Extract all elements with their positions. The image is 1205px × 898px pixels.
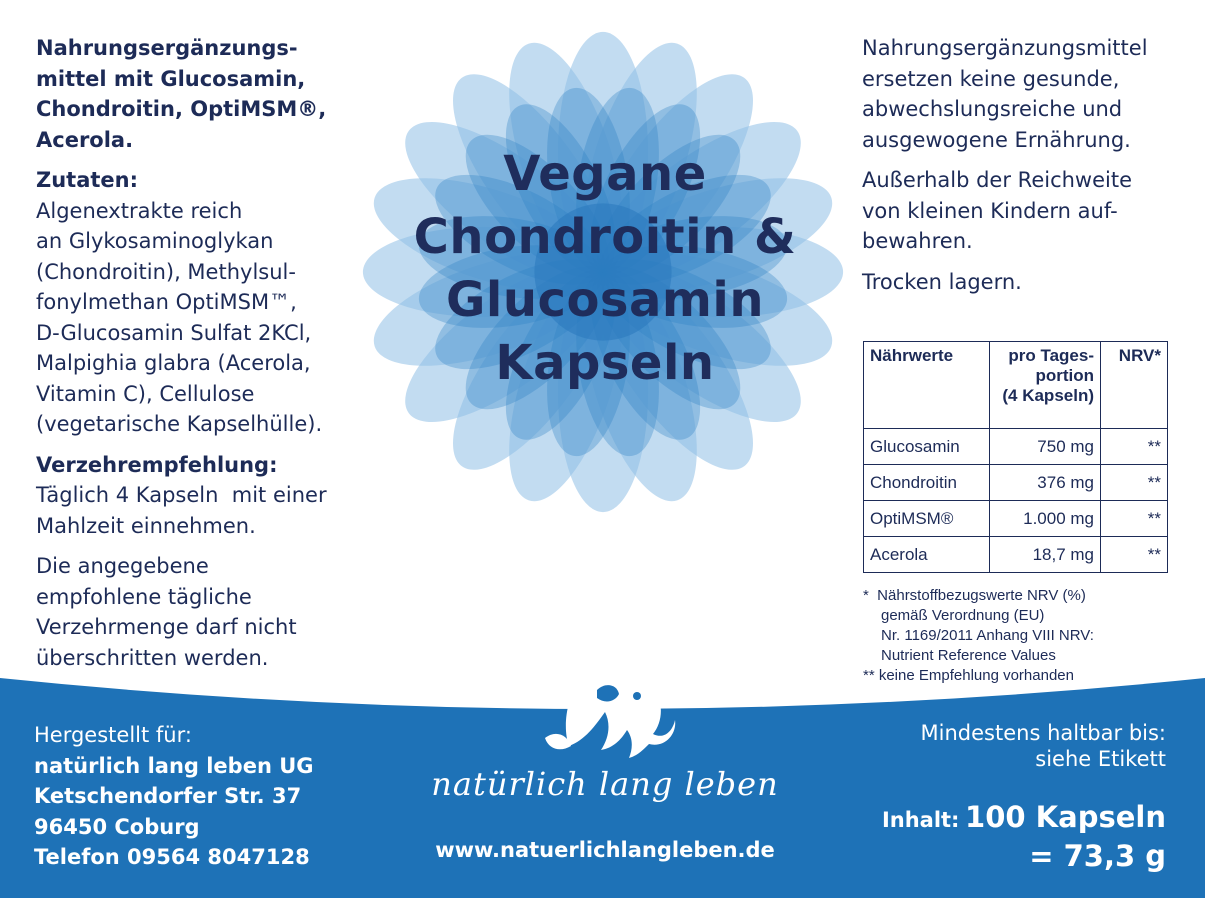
ingredients-line: Malpighia glabra (Acerola, [36,351,311,375]
package-contents [860,800,1166,873]
warning-line: überschritten werden. [36,645,269,670]
elephant-leaf-logo-icon [525,660,690,765]
nutrient-name: Acerola [864,537,990,573]
nutrition-table [863,341,1168,573]
nutrient-name: Glucosamin [864,429,990,465]
notice-line: bewahren. [862,229,973,253]
nutrient-name: Chondroitin [864,465,990,501]
contents-label: Inhalt: [881,808,960,832]
nutrient-amount: 750 mg [990,429,1101,465]
manufacturer-label: Hergestellt für: [34,723,192,747]
nutrient-amount: 376 mg [990,465,1101,501]
no-recommendation-footnote: ** keine Empfehlung vorhanden [863,667,1074,684]
company-name: natürlich lang leben UG [34,753,314,778]
warning-line: empfohlene tägliche [36,584,252,609]
children-notice [862,165,1192,257]
table-row [864,465,1168,501]
table-row [864,429,1168,465]
title-line: Glucosamin [445,272,765,328]
table-row [864,501,1168,537]
notice-line: ausgewogene Ernährung. [862,127,1131,152]
website-link[interactable]: www.natuerlichlangleben.de [435,838,775,862]
table-header-nrv [1101,342,1168,429]
table-header-per-serving [990,342,1101,429]
product-description-line: Chondroitin, OptiMSM®, [36,97,327,121]
warning-line: Verzehrmenge darf nicht [36,615,297,639]
product-description [36,33,366,155]
product-title [360,143,850,395]
nrv-footnote [863,586,1193,666]
best-before-line: siehe Etikett [1035,747,1166,771]
ingredients-line: fonylmethan OptiMSM™, [36,290,297,314]
product-description-line: Nahrungsergänzungs- [36,36,298,60]
footnote-line: * Nährstoffbezugswerte NRV (%) [863,587,1086,604]
nutrient-nrv: ** [1101,465,1168,501]
dosage-warning [36,551,366,673]
nutrient-nrv: ** [1101,537,1168,573]
notice-line: Nahrungsergänzungsmittel [862,36,1148,60]
street-address: Ketschendorfer Str. 37 [34,784,302,808]
recommendation-section [36,450,366,542]
title-line: Chondroitin & [413,209,797,265]
recommendation-line: Mahlzeit einnehmen. [36,513,256,538]
footnote-line: Nr. 1169/2011 Anhang VIII NRV: [881,627,1094,644]
footnote-line: gemäß Verordnung (EU) [881,607,1045,624]
ingredients-heading: Zutaten: [36,168,139,192]
ingredients-line: Algenextrakte reich [36,198,243,223]
phone-number: Telefon 09564 8047128 [34,845,310,869]
title-line: Kapseln [495,335,715,391]
header-line: NRV* [1118,346,1161,365]
ingredients-line: Vitamin C), Cellulose [36,381,255,406]
notice-line: ersetzen keine gesunde, [862,66,1120,91]
nutrient-nrv: ** [1101,501,1168,537]
notice-line: Außerhalb der Reichweite [862,168,1133,192]
ingredients-line: (Chondroitin), Methylsul- [36,259,296,284]
notice-line: abwechslungsreiche und [862,97,1123,121]
header-line: pro Tages- [1008,346,1094,365]
ingredients-section [36,165,366,440]
product-description-line: Acerola. [36,127,134,152]
brand-name: natürlich lang leben [431,765,779,803]
ingredients-line: an Glykosaminoglykan [36,229,274,253]
product-description-line: mittel mit Glucosamin, [36,66,306,91]
title-line: Vegane [503,146,707,202]
header-line: portion [1035,366,1094,385]
notice-line: von kleinen Kindern auf- [862,198,1118,223]
storage-notice: Trocken lagern. [862,269,1022,294]
left-column [36,33,366,673]
manufacturer-info [34,720,364,873]
best-before-line: Mindestens haltbar bis: [920,721,1166,745]
supplement-notice [862,33,1192,155]
table-header-nutrients [864,342,990,429]
ingredients-line: D-Glucosamin Sulfat 2KCl, [36,320,312,345]
table-header-row [864,342,1168,429]
nutrient-nrv: ** [1101,429,1168,465]
nutrient-amount: 1.000 mg [990,501,1101,537]
contents-value: 100 Kapseln [965,800,1166,834]
recommendation-line: Täglich 4 Kapseln mit einer [36,483,327,507]
header-line: Nährwerte [870,346,954,365]
ingredients-line: (vegetarische Kapselhülle). [36,412,323,436]
warning-line: Die angegebene [36,554,209,578]
right-column [862,33,1192,297]
footnote-line: Nutrient Reference Values [881,647,1056,664]
table-row [864,537,1168,573]
best-before [860,720,1166,772]
nutrient-amount: 18,7 mg [990,537,1101,573]
city: 96450 Coburg [34,814,200,839]
nutrient-name: OptiMSM® [864,501,990,537]
recommendation-heading: Verzehrempfehlung: [36,452,278,477]
contents-weight: = 73,3 g [1029,839,1166,873]
header-line: (4 Kapseln) [1002,386,1094,405]
